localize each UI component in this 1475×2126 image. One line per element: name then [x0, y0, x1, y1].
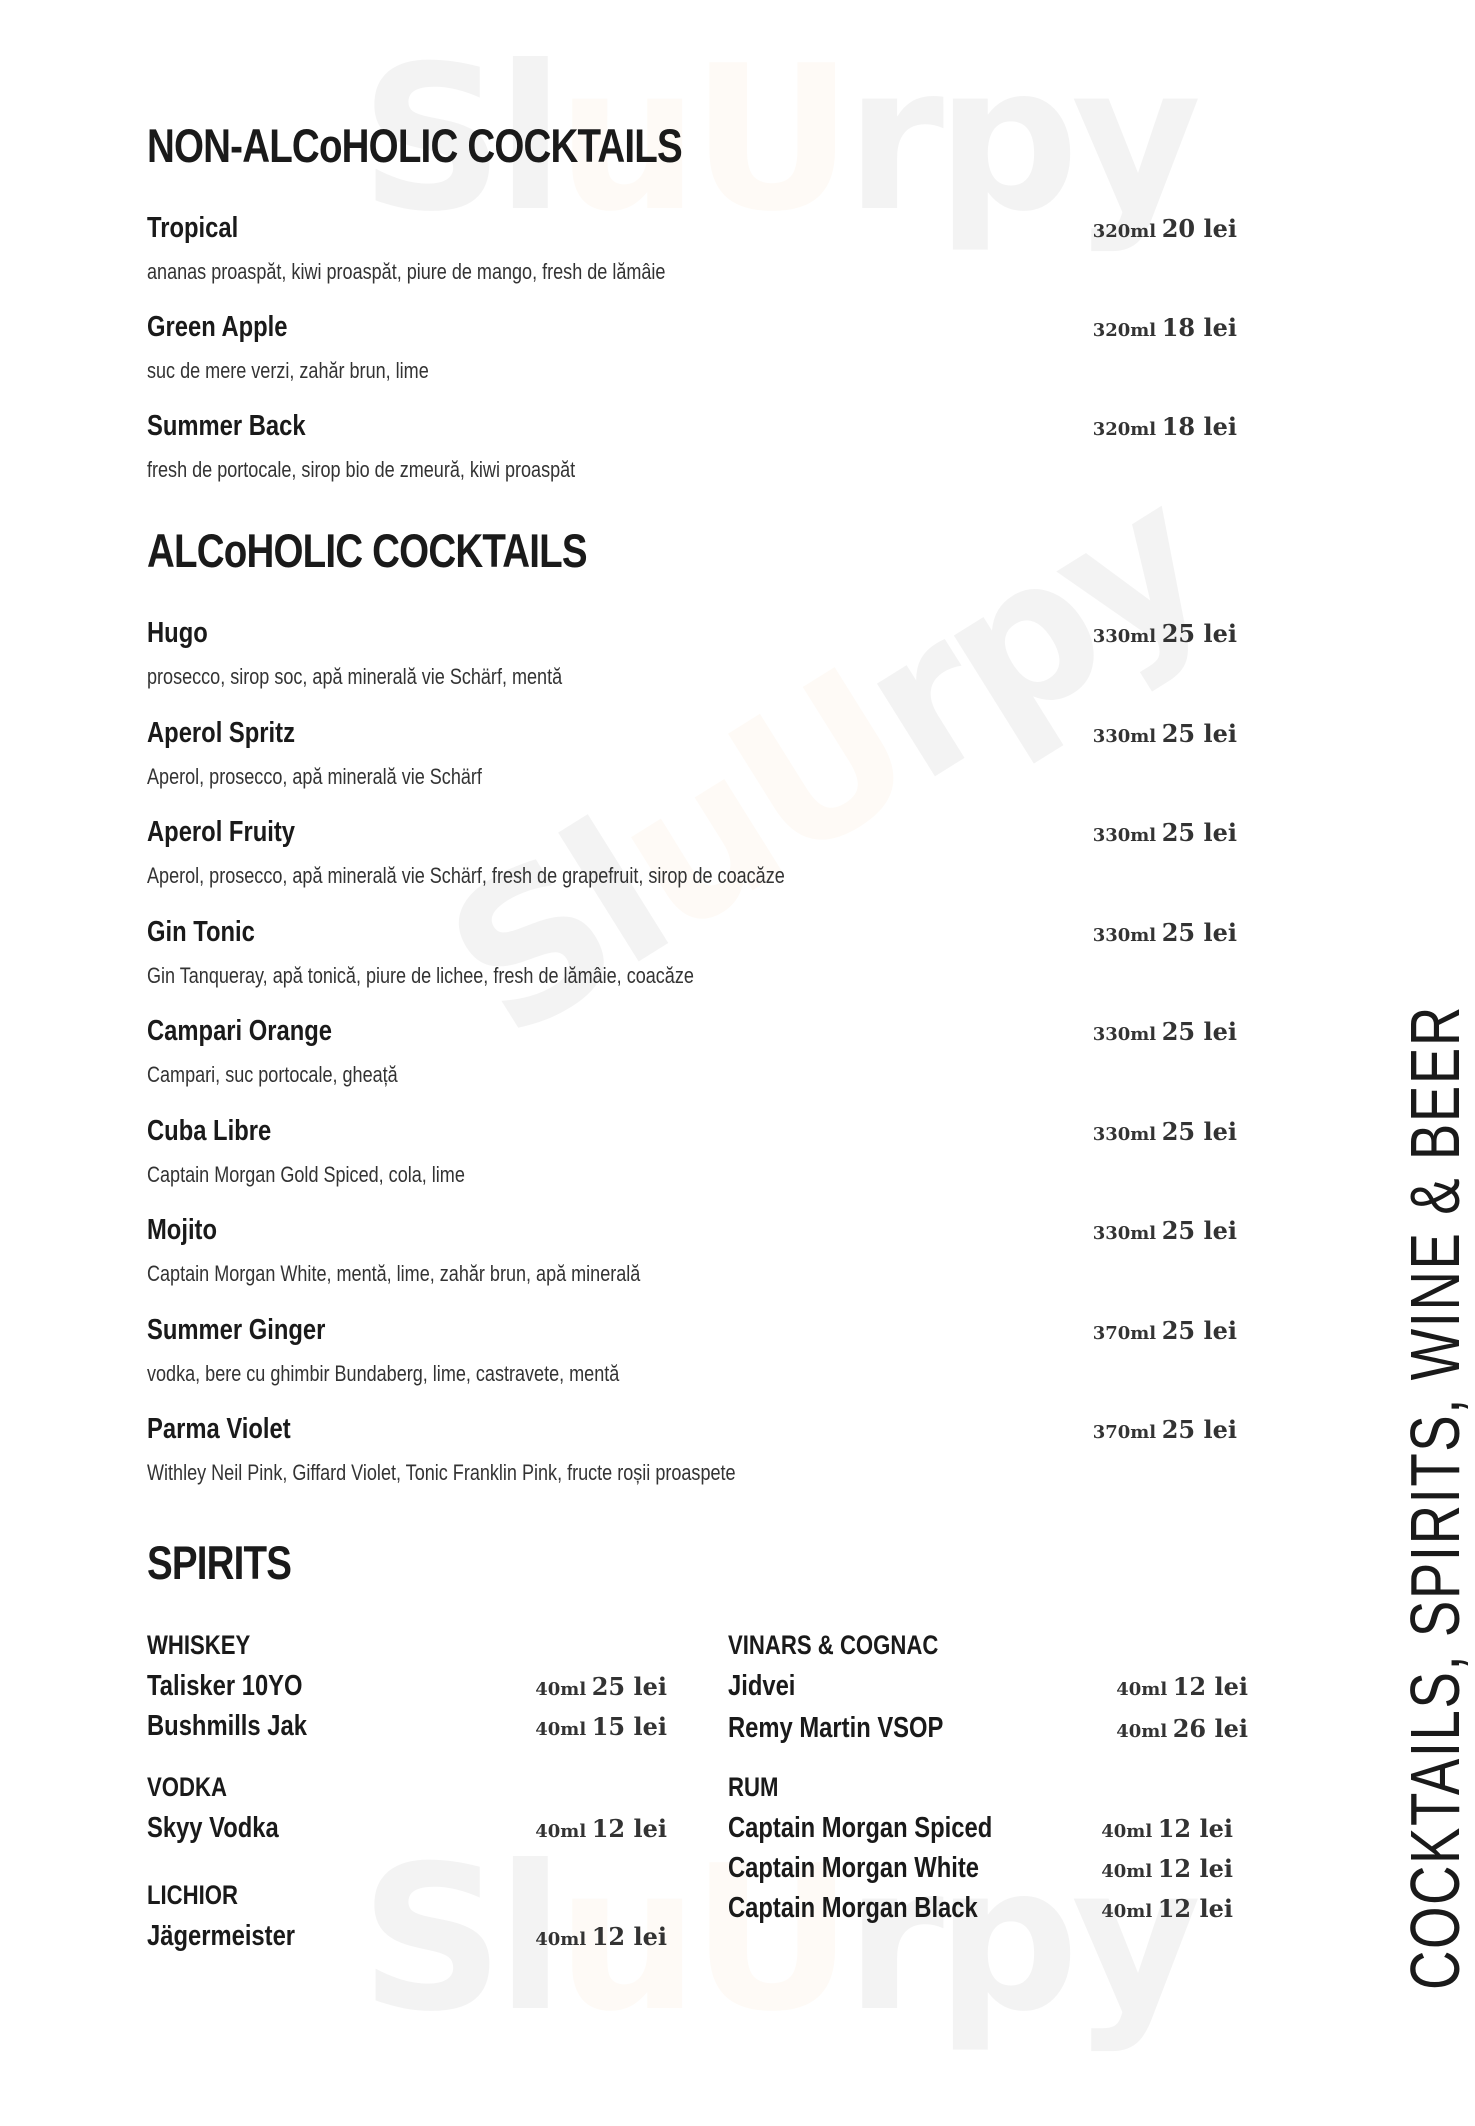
spirit-row: [147, 1710, 667, 1746]
item-name: Campari Orange: [147, 1015, 333, 1047]
item-price: 370ml 25 lei: [1092, 1415, 1237, 1444]
spirit-name: Remy Martin VSOP: [728, 1712, 944, 1744]
item-description: Gin Tanqueray, apă tonică, piure de lichee, fresh de lămâie, coacăze: [147, 963, 694, 988]
item-price: 320ml 20 lei: [1092, 214, 1237, 243]
category-label-rum: RUM: [728, 1772, 779, 1802]
category-label-vodka: VODKA: [147, 1772, 227, 1802]
menu-item: [147, 1413, 1237, 1503]
item-price: 330ml 25 lei: [1092, 719, 1237, 748]
spirit-name: Skyy Vodka: [147, 1812, 279, 1844]
item-name: Green Apple: [147, 311, 288, 343]
section-heading-alcoholic: ALCoHOLIC COCKTAILS: [147, 524, 587, 577]
spirit-row: [728, 1812, 1233, 1848]
spirit-price: 40ml 12 lei: [1101, 1814, 1233, 1843]
category-label-vinars-cognac: VINARS & COGNAC: [728, 1630, 939, 1660]
spirits-left-column: [147, 1630, 667, 1970]
menu-item: [147, 1214, 1237, 1304]
item-description: suc de mere verzi, zahăr brun, lime: [147, 358, 429, 383]
category-label-whiskey: WHISKEY: [147, 1630, 251, 1660]
item-name: Summer Ginger: [147, 1314, 326, 1346]
item-price: 320ml 18 lei: [1092, 412, 1237, 441]
menu-item: [147, 916, 1237, 1006]
item-description: Withley Neil Pink, Giffard Violet, Tonic Franklin Pink, fructe roșii proaspete: [147, 1460, 736, 1485]
menu-item: [147, 1115, 1237, 1205]
spirit-price: 40ml 12 lei: [1116, 1672, 1248, 1701]
spirit-price: 40ml 12 lei: [535, 1922, 667, 1951]
section-heading-spirits: SPIRITS: [147, 1536, 292, 1589]
spirit-name: Talisker 10YO: [147, 1670, 303, 1702]
spirit-name: Bushmills Jak: [147, 1710, 307, 1742]
spirit-row: [728, 1670, 1248, 1706]
item-description: vodka, bere cu ghimbir Bundaberg, lime, castravete, mentă: [147, 1361, 620, 1386]
menu-item: [147, 717, 1237, 807]
spirit-row: [147, 1812, 667, 1848]
item-price: 330ml 25 lei: [1092, 1216, 1237, 1245]
item-price: 330ml 25 lei: [1092, 918, 1237, 947]
spirit-row: [728, 1892, 1233, 1928]
spirit-name: Captain Morgan Black: [728, 1892, 978, 1924]
item-description: Captain Morgan Gold Spiced, cola, lime: [147, 1162, 465, 1187]
spirit-name: Jidvei: [728, 1670, 796, 1702]
item-price: 330ml 25 lei: [1092, 619, 1237, 648]
item-price: 370ml 25 lei: [1092, 1316, 1237, 1345]
item-name: Hugo: [147, 617, 208, 649]
item-name: Parma Violet: [147, 1413, 291, 1445]
spirit-price: 40ml 12 lei: [1101, 1854, 1233, 1883]
item-name: Summer Back: [147, 410, 306, 442]
spirit-row: [728, 1712, 1248, 1748]
menu-item: [147, 410, 1237, 500]
menu-item: [147, 311, 1237, 401]
spirit-price: 40ml 12 lei: [1101, 1894, 1233, 1923]
spirit-row: [147, 1920, 667, 1956]
side-title: COCKTAILS, SPIRITS, WINE & BEER: [1396, 1005, 1474, 1990]
item-description: Captain Morgan White, mentă, lime, zahăr brun, apă minerală: [147, 1261, 641, 1286]
item-price: 330ml 25 lei: [1092, 1117, 1237, 1146]
menu-item: [147, 816, 1237, 906]
item-description: Aperol, prosecco, apă minerală vie Schärf, fresh de grapefruit, sirop de coacăze: [147, 863, 785, 888]
item-description: Campari, suc portocale, gheață: [147, 1062, 398, 1087]
item-description: ananas proaspăt, kiwi proaspăt, piure de mango, fresh de lămâie: [147, 259, 666, 284]
item-price: 320ml 18 lei: [1092, 313, 1237, 342]
menu-item: [147, 1015, 1237, 1105]
spirit-name: Captain Morgan White: [728, 1852, 980, 1884]
spirit-row: [147, 1670, 667, 1706]
spirit-name: Captain Morgan Spiced: [728, 1812, 993, 1844]
item-description: prosecco, sirop soc, apă minerală vie Schärf, mentă: [147, 664, 563, 689]
spirit-price: 40ml 25 lei: [535, 1672, 667, 1701]
item-name: Cuba Libre: [147, 1115, 272, 1147]
item-name: Aperol Spritz: [147, 717, 295, 749]
spirit-row: [728, 1852, 1233, 1888]
spirit-name: Jägermeister: [147, 1920, 296, 1952]
item-name: Aperol Fruity: [147, 816, 295, 848]
category-label-lichior: LICHIOR: [147, 1880, 239, 1910]
item-description: fresh de portocale, sirop bio de zmeură, kiwi proaspăt: [147, 457, 576, 482]
item-name: Tropical: [147, 212, 239, 244]
menu-item: [147, 1314, 1237, 1404]
spirits-right-column: [728, 1630, 1248, 1930]
item-name: Mojito: [147, 1214, 217, 1246]
spirit-price: 40ml 26 lei: [1116, 1714, 1248, 1743]
menu-item: [147, 212, 1237, 302]
menu-item: [147, 617, 1237, 707]
section-heading-non-alcoholic: NON-ALCoHOLIC COCKTAILS: [147, 119, 682, 172]
item-description: Aperol, prosecco, apă minerală vie Schärf: [147, 764, 482, 789]
item-name: Gin Tonic: [147, 916, 255, 948]
spirit-price: 40ml 15 lei: [535, 1712, 667, 1741]
spirit-price: 40ml 12 lei: [535, 1814, 667, 1843]
item-price: 330ml 25 lei: [1092, 1017, 1237, 1046]
item-price: 330ml 25 lei: [1092, 818, 1237, 847]
